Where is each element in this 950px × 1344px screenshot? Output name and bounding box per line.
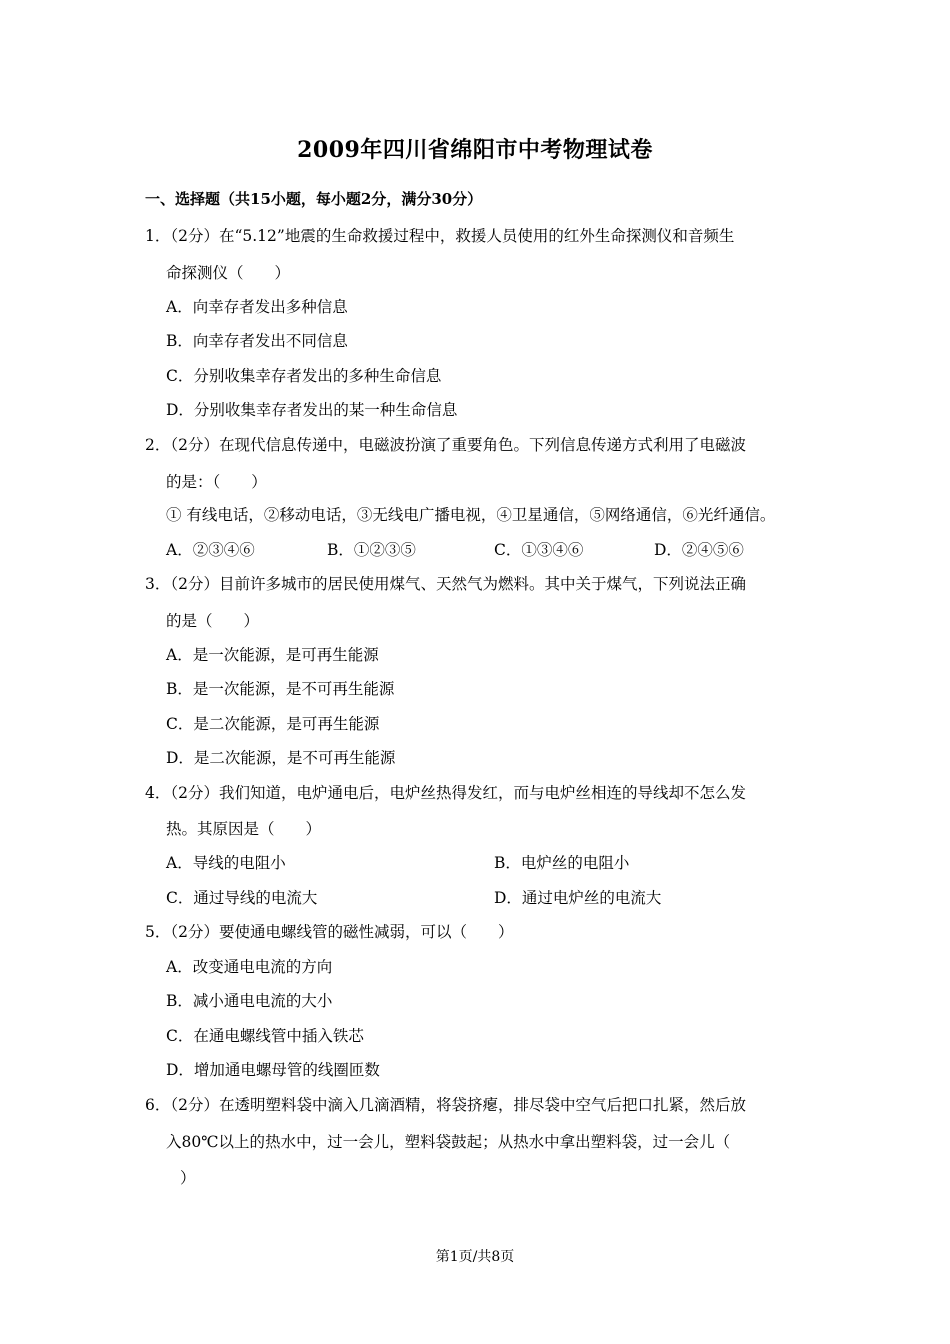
question-5-option-d: D．增加通电螺母管的线圈匝数 <box>166 1061 380 1079</box>
question-5-stem: 5．（2分）要使通电螺线管的磁性减弱，可以（ ） <box>145 923 514 941</box>
section-heading: 一、选择题（共15小题，每小题2分，满分30分） <box>145 190 483 208</box>
question-4-option-a: A．导线的电阻小 <box>166 854 286 872</box>
question-1-option-b: B．向幸存者发出不同信息 <box>166 332 348 350</box>
question-4-option-d: D．通过电炉丝的电流大 <box>494 889 662 907</box>
question-3-stem-cont: 的是（ ） <box>166 612 260 630</box>
question-2-stem: 2．（2分）在现代信息传递中，电磁波扮演了重要角色。下列信息传递方式利用了电磁波 <box>145 436 746 454</box>
question-2-option-b: B．①②③⑤ <box>327 541 416 559</box>
question-2-items: ① 有线电话，②移动电话，③无线电广播电视，④卫星通信，⑤网络通信，⑥光纤通信。 <box>166 506 776 524</box>
question-5-option-a: A．改变通电电流的方向 <box>166 958 333 976</box>
question-2-option-a: A．②③④⑥ <box>166 541 255 559</box>
question-6-stem-cont: 入80℃以上的热水中，过一会儿，塑料袋鼓起；从热水中拿出塑料袋，过一会儿（ <box>166 1133 731 1151</box>
question-4-option-c: C．通过导线的电流大 <box>166 889 318 907</box>
question-1-option-c: C．分别收集幸存者发出的多种生命信息 <box>166 367 442 385</box>
question-3-option-a: A．是一次能源，是可再生能源 <box>166 646 379 664</box>
question-3-option-b: B．是一次能源，是不可再生能源 <box>166 680 395 698</box>
question-3-option-d: D．是二次能源，是不可再生能源 <box>166 749 396 767</box>
question-1-option-d: D．分别收集幸存者发出的某一种生命信息 <box>166 401 458 419</box>
question-4-stem: 4．（2分）我们知道，电炉通电后，电炉丝热得发红，而与电炉丝相连的导线却不怎么发 <box>145 784 746 802</box>
question-2-option-c: C．①③④⑥ <box>494 541 584 559</box>
question-2-stem-cont: 的是：（ ） <box>166 473 267 491</box>
question-6-stem: 6．（2分）在透明塑料袋中滴入几滴酒精，将袋挤瘪，排尽袋中空气后把口扎紧，然后放 <box>145 1096 746 1114</box>
question-1-option-a: A．向幸存者发出多种信息 <box>166 298 348 316</box>
page-footer: 第1页/共8页 <box>435 1249 515 1265</box>
question-6-stem-end: ） <box>180 1169 196 1187</box>
question-4-stem-cont: 热。其原因是（ ） <box>166 820 322 838</box>
question-4-option-b: B．电炉丝的电阻小 <box>494 854 630 872</box>
page-title: 2009年四川省绵阳市中考物理试卷 <box>297 137 653 163</box>
question-1-stem-cont: 命探测仪（ ） <box>166 264 291 282</box>
question-3-option-c: C．是二次能源，是可再生能源 <box>166 715 380 733</box>
question-2-option-d: D．②④⑤⑥ <box>654 541 744 559</box>
question-1-stem: 1．（2分）在“5.12”地震的生命救援过程中，救援人员使用的红外生命探测仪和音频生 <box>145 227 735 245</box>
question-5-option-b: B．减小通电电流的大小 <box>166 992 333 1010</box>
question-3-stem: 3．（2分）目前许多城市的居民使用煤气、天然气为燃料。其中关于煤气，下列说法正确 <box>145 575 746 593</box>
question-5-option-c: C．在通电螺线管中插入铁芯 <box>166 1027 364 1045</box>
